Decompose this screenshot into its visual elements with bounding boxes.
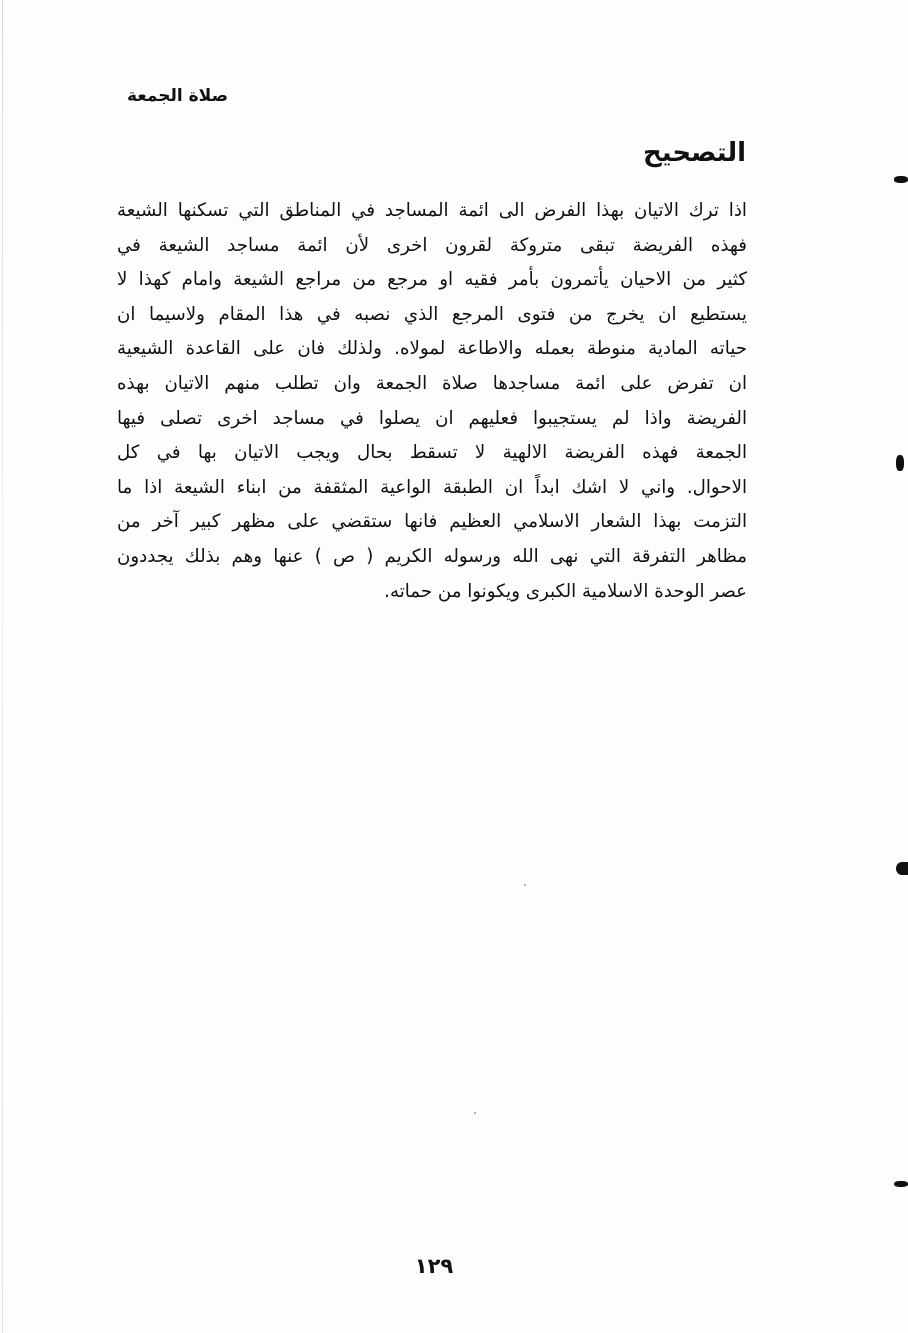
scan-binding-mark	[894, 176, 908, 183]
text-line: كثير من الاحيان يأتمرون بأمر فقيه او مرجع من مراجع الشيعة وامام كهذا لا	[117, 269, 747, 291]
text-line: الجمعة فهذه الفريضة الالهية لا تسقط بحال ويجب الاتيان بها في كل	[117, 442, 747, 464]
scan-speck	[474, 1112, 476, 1114]
text-line: التزمت بهذا الشعار الاسلامي العظيم فانها ستقضي على مظهر كبير آخر من	[117, 511, 747, 533]
scan-binding-mark	[894, 1181, 908, 1187]
text-line: اذا ترك الاتيان بهذا الفرض الى ائمة المساجد في المناطق التي تسكنها الشيعة	[117, 200, 747, 221]
text-line: الاحوال. واني لا اشك ابداً ان الطبقة الواعية المثقفة من ابناء الشيعة اذا ما	[117, 476, 747, 498]
text-line: الفريضة واذا لم يستجيبوا فعليهم ان يصلوا في مساجد اخرى تصلى فيها	[117, 407, 747, 429]
text-line: حياته المادية منوطة بعمله والاطاعة لمولاه. ولذلك فان على القاعدة الشيعية	[117, 338, 747, 360]
scan-speck	[524, 884, 526, 886]
scan-edge-line	[2, 0, 3, 1333]
page-number: ١٢٩	[414, 1254, 454, 1278]
scan-binding-mark	[896, 455, 904, 471]
section-heading: التصحيح	[643, 138, 746, 168]
running-header-title: صلاة الجمعة	[126, 86, 228, 106]
text-line: يستطيع ان يخرج من فتوى المرجع الذي نصبه في هذا المقام ولاسيما ان	[117, 303, 747, 325]
text-line: مظاهر التفرقة التي نهى الله ورسوله الكريم ( ص ) عنها وهم بذلك يجددون	[117, 545, 747, 567]
text-line: عصر الوحدة الاسلامية الكبرى ويكونوا من حماته.	[384, 580, 747, 602]
text-line: ان تفرض على ائمة مساجدها صلاة الجمعة وان تطلب منهم الاتيان بهذه	[117, 372, 747, 394]
text-line: فهذه الفريضة تبقى متروكة لقرون اخرى لأن ائمة مساجد الشيعة في	[117, 234, 747, 256]
body-paragraph	[117, 194, 747, 609]
scan-binding-mark	[896, 862, 908, 875]
